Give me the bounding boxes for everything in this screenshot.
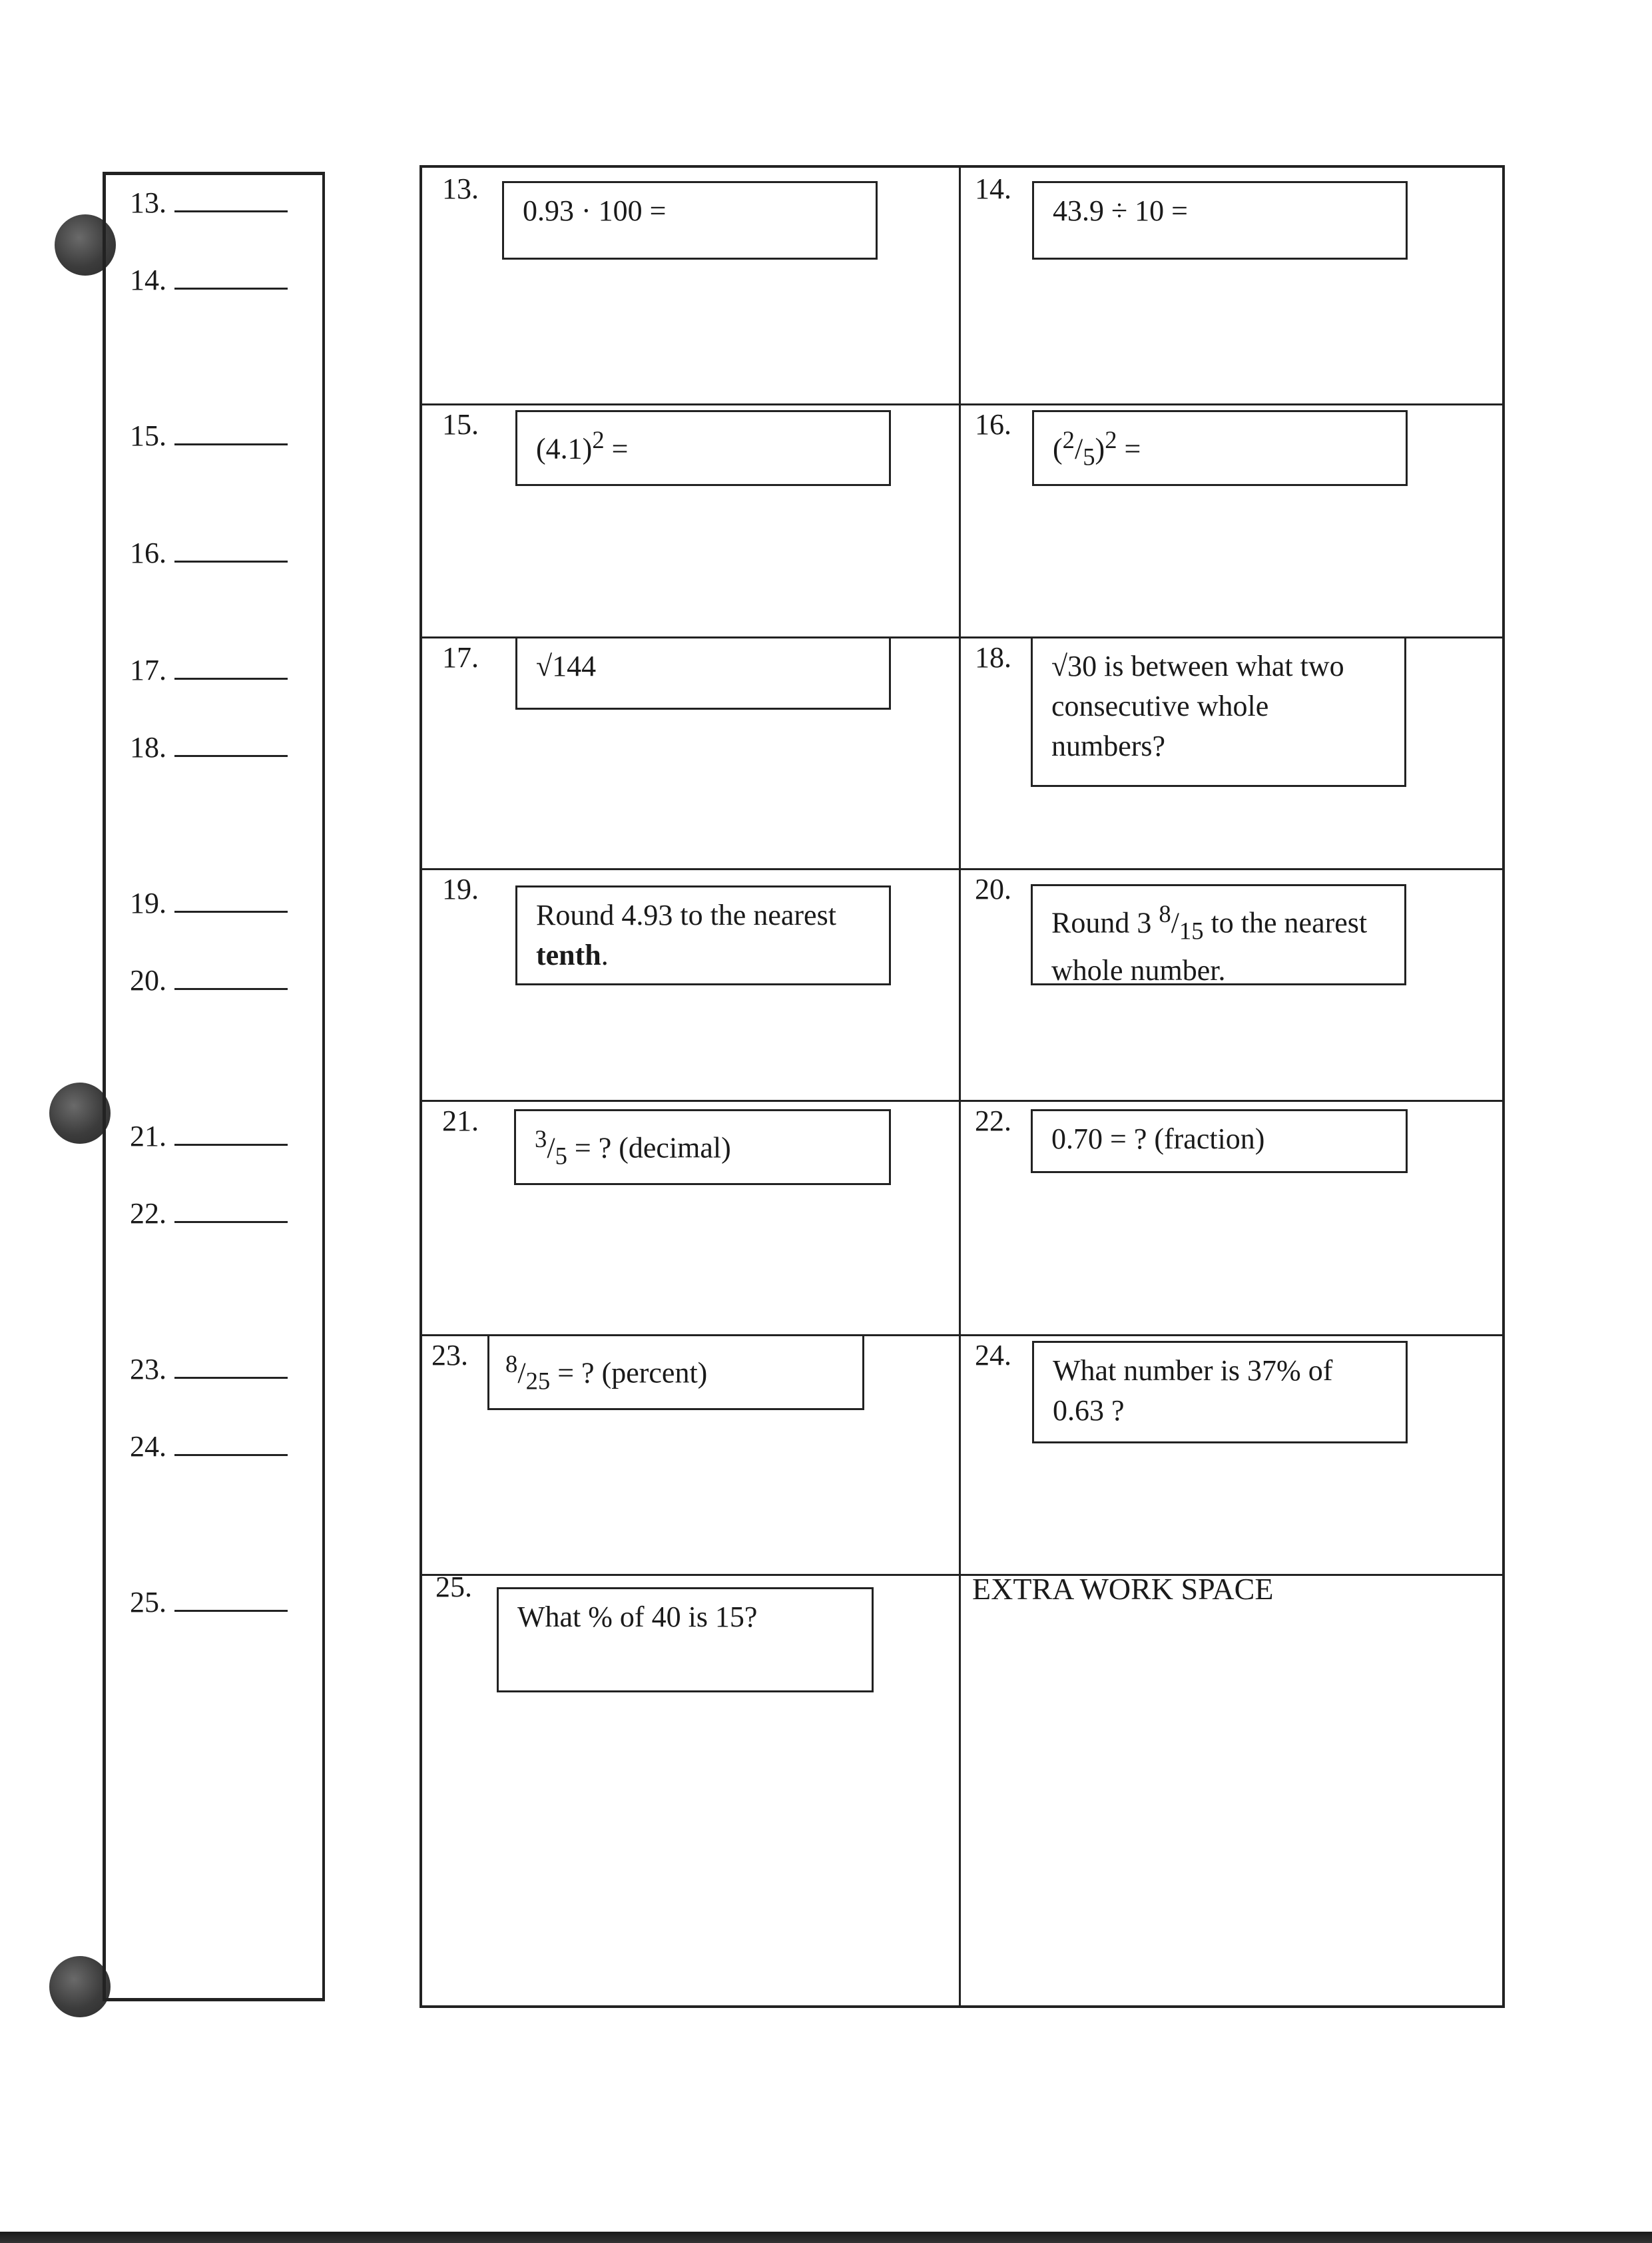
answer-blank[interactable] xyxy=(174,755,288,757)
answer-blank[interactable] xyxy=(174,911,288,913)
problem-number: 15. xyxy=(442,408,479,441)
answer-line-24[interactable]: 24. xyxy=(130,1429,288,1463)
answer-line-25[interactable]: 25. xyxy=(130,1585,288,1619)
answer-blank[interactable] xyxy=(174,1377,288,1379)
question-box: √144 xyxy=(515,636,891,710)
problem-number: 14. xyxy=(975,172,1011,205)
problem-number: 17. xyxy=(442,641,479,674)
answer-line-19[interactable]: 19. xyxy=(130,886,288,920)
answer-blank[interactable] xyxy=(174,288,288,290)
question-box: 0.70 = ? (fraction) xyxy=(1031,1109,1408,1173)
answer-line-14[interactable]: 14. xyxy=(130,263,288,297)
extra-work-space[interactable] xyxy=(959,1574,1505,2008)
answer-blank[interactable] xyxy=(174,988,288,990)
problem-number: 18. xyxy=(975,641,1011,674)
answer-line-16[interactable]: 16. xyxy=(130,536,288,570)
question-box: What number is 37% of 0.63 ? xyxy=(1032,1341,1408,1443)
answer-line-18[interactable]: 18. xyxy=(130,730,288,764)
problem-number: 21. xyxy=(442,1105,479,1137)
question-box: $^8/_{25}$ = ? (percent) xyxy=(487,1334,864,1410)
problem-number: 25. xyxy=(435,1571,472,1603)
answer-line-15[interactable]: 15. xyxy=(130,419,288,453)
question-box: Round 4.93 to the nearest tenth. xyxy=(515,885,891,985)
answer-line-13[interactable]: 13. xyxy=(130,186,288,220)
problem-number: 22. xyxy=(975,1105,1011,1137)
answer-blank[interactable] xyxy=(174,1144,288,1146)
problem-number: 23. xyxy=(431,1339,468,1371)
answer-line-21[interactable]: 21. xyxy=(130,1119,288,1153)
problem-number: 19. xyxy=(442,873,479,905)
question-box: 43.9 ÷ 10 = xyxy=(1032,181,1408,260)
problem-number: 13. xyxy=(442,172,479,205)
answer-line-23[interactable]: 23. xyxy=(130,1352,288,1386)
question-box: 0.93 · 100 = xyxy=(502,181,878,260)
answer-line-17[interactable]: 17. xyxy=(130,653,288,687)
answer-blank[interactable] xyxy=(174,1610,288,1612)
answer-blank[interactable] xyxy=(174,561,288,563)
answer-blank[interactable] xyxy=(174,1454,288,1456)
question-box: What % of 40 is 15? xyxy=(497,1587,874,1692)
answer-line-20[interactable]: 20. xyxy=(130,963,288,997)
question-box: $(4.1)^2$ = xyxy=(515,410,891,486)
question-box: Round 3 $^8/_{15}$ to the nearest whole number. xyxy=(1031,884,1406,985)
answer-blank[interactable] xyxy=(174,210,288,212)
binder-hole-bottom xyxy=(49,1956,111,2017)
question-box: √30 is between what two consecutive whole numbers? xyxy=(1031,636,1406,787)
grid-divider-row xyxy=(422,868,1502,870)
problem-grid xyxy=(419,165,1505,2008)
answer-blank[interactable] xyxy=(174,1221,288,1223)
question-box: $(^2/_5)^2$ = xyxy=(1032,410,1408,486)
binder-hole-middle xyxy=(49,1083,111,1144)
question-box: $^3/_5$ = ? (decimal) xyxy=(514,1109,891,1185)
answer-strip xyxy=(103,172,325,2001)
answer-blank[interactable] xyxy=(174,443,288,445)
scan-bottom-edge xyxy=(0,2232,1652,2243)
grid-divider-row xyxy=(422,403,1502,405)
answer-blank[interactable] xyxy=(174,678,288,680)
problem-number: 16. xyxy=(975,408,1011,441)
extra-work-space-title: EXTRA WORK SPACE xyxy=(972,1572,1274,1606)
problem-number: 24. xyxy=(975,1339,1011,1371)
answer-line-22[interactable]: 22. xyxy=(130,1196,288,1230)
grid-divider-row xyxy=(422,1100,1502,1102)
problem-number: 20. xyxy=(975,873,1011,905)
